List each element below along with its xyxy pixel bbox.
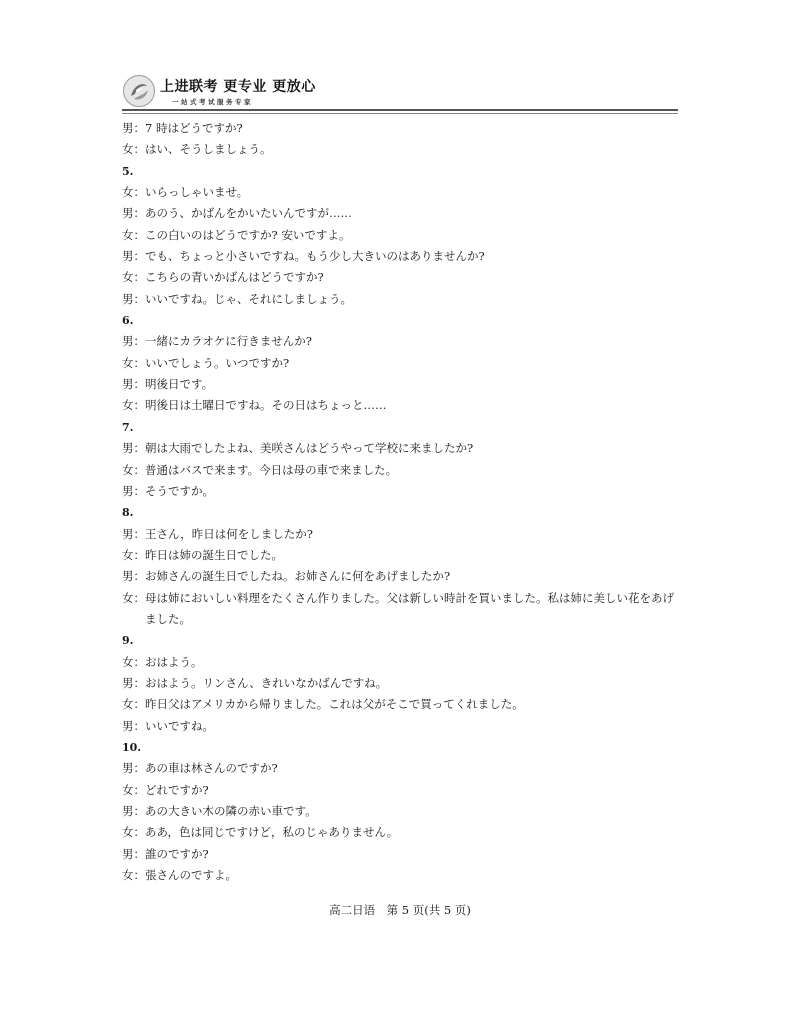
header-rule-thick (122, 109, 678, 111)
question-number: 10. (122, 740, 142, 754)
dialogue-line: 男：あの車は林さんのですか? (122, 761, 278, 776)
shangjin-logo-icon (122, 74, 156, 108)
dialogue-line: 男：誰のですか? (122, 846, 209, 861)
page-header (122, 72, 682, 118)
header-rule-thin (122, 113, 678, 114)
dialogue-line: 男：いいですね。 (122, 718, 214, 733)
dialogue-line: 男：あの大きい木の隣の赤い車です。 (122, 804, 317, 818)
dialogue-line: 女：昨日は姉の誕生日でした。 (122, 547, 283, 562)
dialogue-line: 男：おはよう。リンさん、きれいなかばんですね。 (122, 675, 388, 690)
question-number: 7. (122, 420, 134, 434)
dialogue-line: 男：7 時はどうですか? (122, 121, 243, 135)
dialogue-line: 男：王さん，昨日は何をしましたか? (122, 526, 313, 541)
question-number: 8. (122, 506, 134, 520)
dialogue-line: 女：いいでしょう。いつですか? (122, 355, 290, 370)
dialogue-line: 女：おはよう。 (122, 654, 203, 669)
dialogue-line: 女：普通はバスで来ます。今日は母の車で来ました。 (122, 462, 398, 477)
dialogue-line: 女：この白いのはどうですか? 安いですよ。 (122, 227, 351, 242)
question-number: 5. (122, 164, 134, 178)
dialogue-line: 女：昨日父はアメリカから帰りました。これは父がそこで買ってくれました。 (122, 697, 524, 712)
question-number: 9. (122, 634, 134, 648)
dialogue-line: 男：でも、ちょっと小さいですね。もう少し大きいのはありませんか? (122, 249, 485, 264)
page-footer: 高二日语 第 5 页(共 5 页) (329, 903, 471, 917)
dialogue-line: 男：明後日です。 (122, 377, 214, 392)
transcript-body (122, 118, 682, 886)
dialogue-line: 女：はい、そうしましょう。 (122, 142, 272, 157)
dialogue-line: 女：ああ，色は同じですけど，私のじゃありません。 (122, 825, 399, 840)
dialogue-line: 男：いいですね。じゃ、それにしましょう。 (122, 291, 352, 306)
brand-slogan: 上进联考 更专业 更放心 (160, 79, 316, 95)
question-number: 6. (122, 314, 134, 328)
brand-tagline: 一站式考试服务专家 (172, 98, 253, 106)
dialogue-line: 女：こちらの青いかばんはどうですか? (122, 270, 324, 285)
dialogue-line: 男：朝は大雨でしたよね、美咲さんはどうやって学校に来ましたか? (122, 441, 474, 456)
dialogue-line: 男：あのう、かばんをかいたいんですが…… (122, 206, 352, 221)
dialogue-line: 女：明後日は土曜日ですね。その日はちょっと…… (122, 398, 387, 413)
dialogue-line: 女：張さんのですよ。 (122, 868, 237, 883)
dialogue-line: 男：お姉さんの誕生日でしたね。お姉さんに何をあげましたか? (122, 569, 451, 584)
dialogue-line: 男：一緒にカラオケに行きませんか? (122, 334, 312, 349)
dialogue-line: 女：いらっしゃいませ。 (122, 185, 249, 200)
dialogue-line: 女：どれですか? (122, 782, 209, 797)
dialogue-line: 男：そうですか。 (122, 483, 214, 498)
dialogue-line-wrapped: 女：母は姉においしい料理をたくさん作りました。父は新しい時計を買いました。私は姉に美しい花をあげました。 (122, 590, 674, 626)
